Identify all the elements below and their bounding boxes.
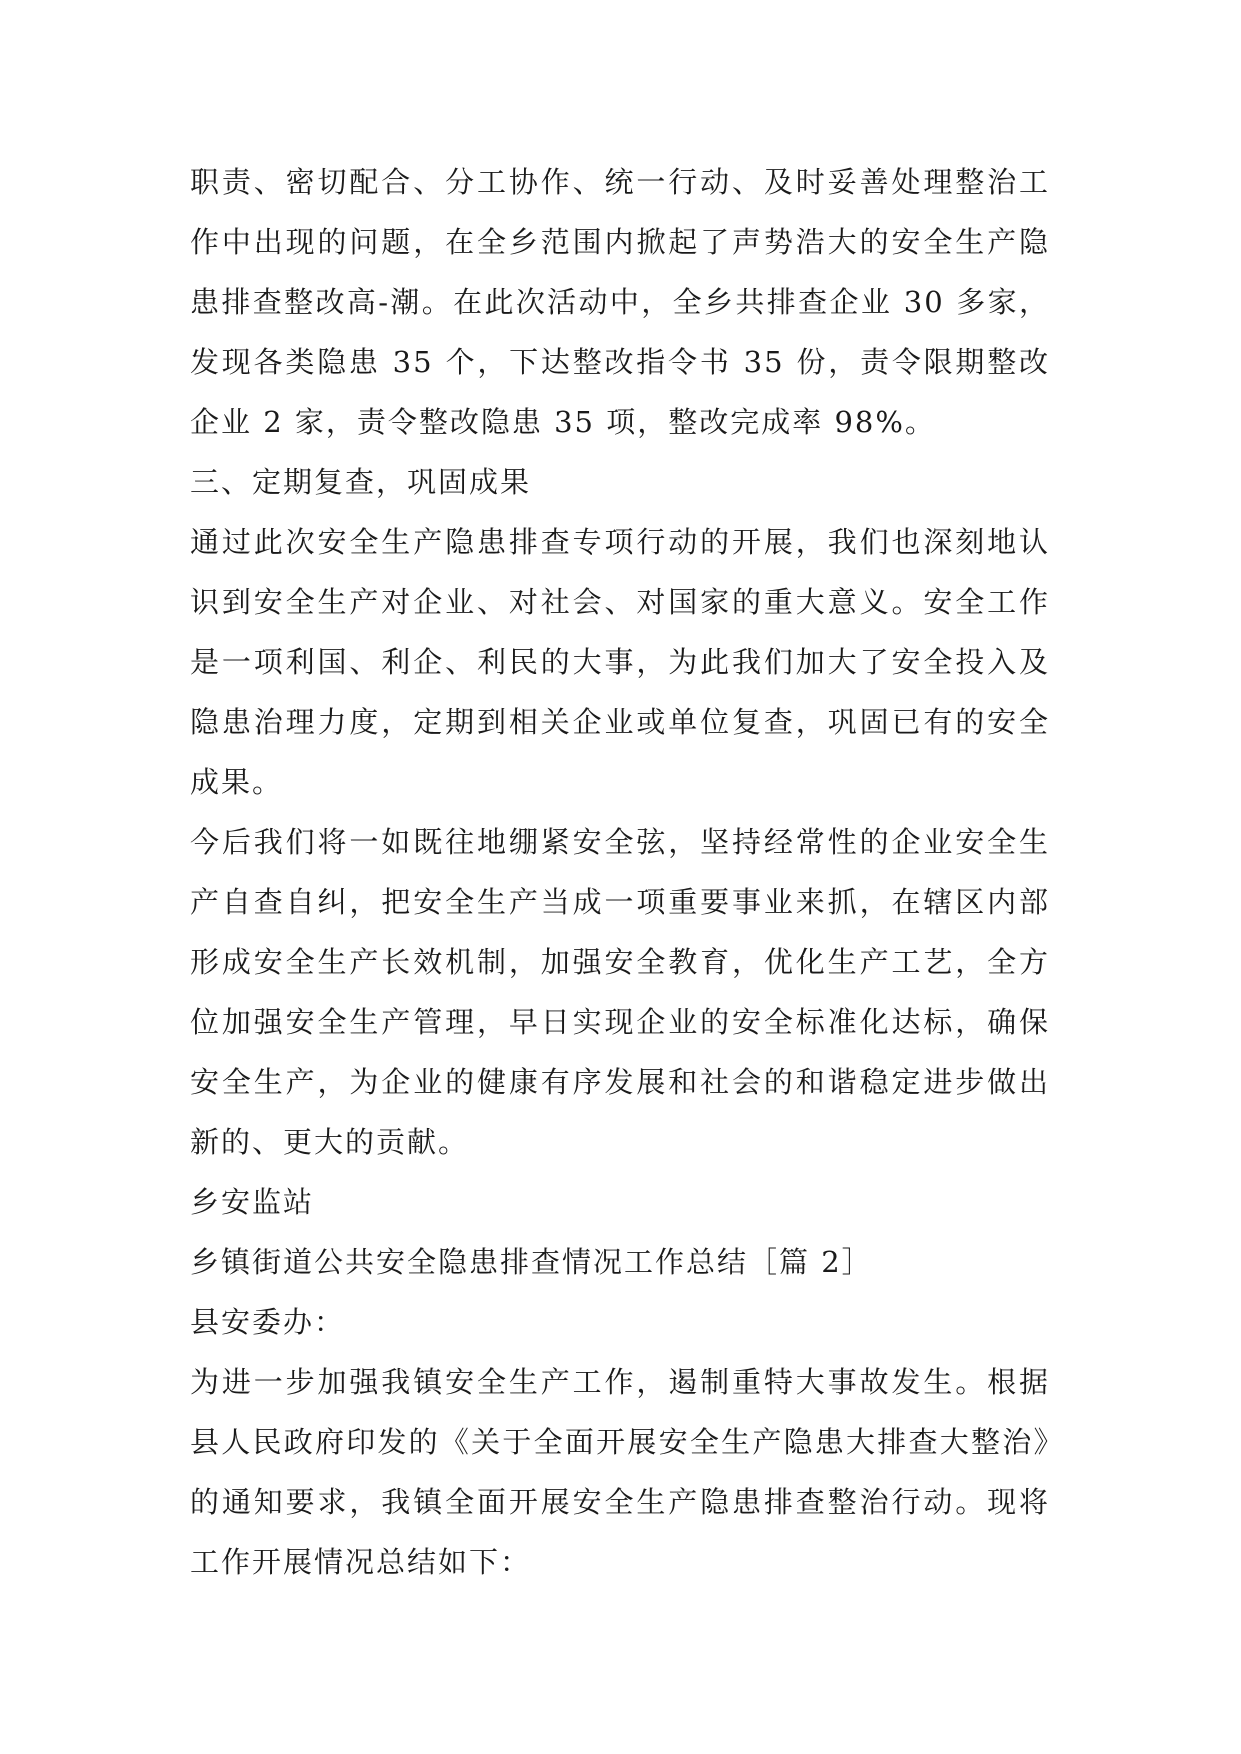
section-heading-regular-review: 三、定期复查，巩固成果 (190, 465, 532, 499)
paragraph-future-plans: 今后我们将一如既往地绷紧安全弦，坚持经常性的企业安全生产自查自纠，把安全生产当成一项重要事业来抓，在辖区内部形成安全生产长效机制，加强安全教育，优化生产工艺，全方位加强安全生产管理，早日实现企业的安全标准化达标，确保安全生产，为企业的健康有序发展和社会的和谐稳定进步做出新的、更大的贡献。 (190, 825, 1050, 1159)
salutation: 县安委办： (190, 1305, 346, 1339)
signature-office: 乡安监站 (190, 1185, 315, 1219)
document-body (190, 152, 1050, 1592)
paragraph-rectification-results: 职责、密切配合、分工协作、统一行动、及时妥善处理整治工作中出现的问题，在全乡范围内掀起了声势浩大的安全生产隐患排查整改高-潮。在此次活动中，全乡共排查企业 30 多家，发现各类隐患 35 个，下达整改指令书 35 份，责令限期整改企业 2 家，责令整改隐患 35 项，整改完成率 98%。 (190, 165, 1050, 439)
paragraph-introduction: 为进一步加强我镇安全生产工作，遏制重特大事故发生。根据县人民政府印发的《关于全面开展安全生产隐患大排查大整治》的通知要求，我镇全面开展安全生产隐患排查整治行动。现将工作开展情况总结如下： (190, 1365, 1050, 1579)
paragraph-special-action-significance: 通过此次安全生产隐患排查专项行动的开展，我们也深刻地认识到安全生产对企业、对社会、对国家的重大意义。安全工作是一项利国、利企、利民的大事，为此我们加大了安全投入及隐患治理力度，定期到相关企业或单位复查，巩固已有的安全成果。 (190, 525, 1050, 799)
article-title-part-2: 乡镇街道公共安全隐患排查情况工作总结［篇 2］ (190, 1245, 873, 1279)
